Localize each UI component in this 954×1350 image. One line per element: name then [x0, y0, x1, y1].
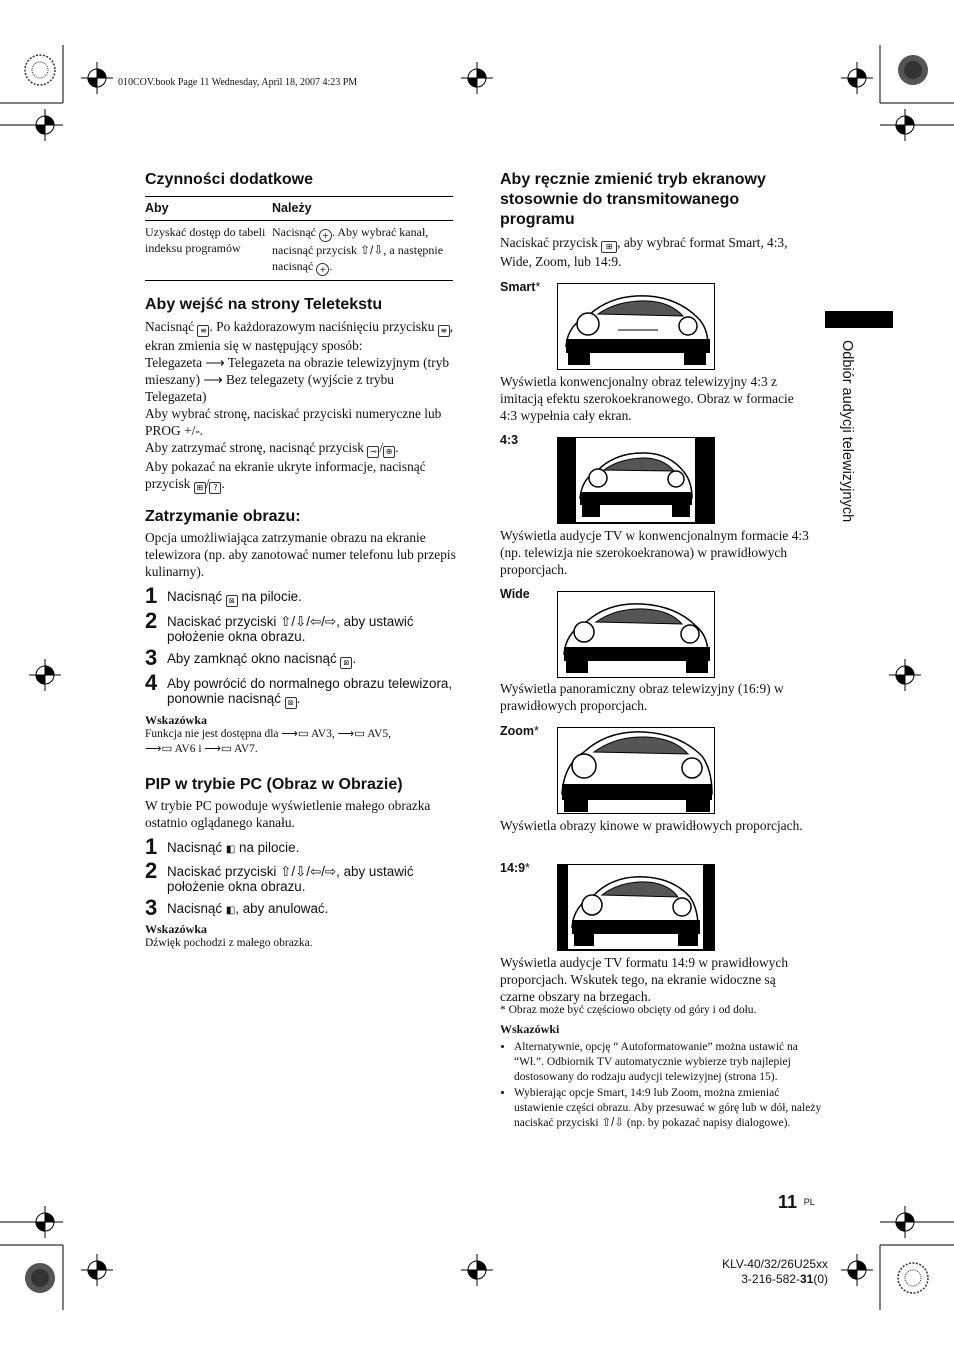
up-down-arrow-icon: ⇧/⇩: [359, 242, 384, 257]
teletext-button-icon: ≡: [197, 325, 209, 337]
freeze-steps: [145, 583, 457, 709]
pip-steps: [145, 834, 457, 920]
freeze-step-4: 4 Aby powrócić do normalnego obrazu telewizora, ponownie nacisnąć ⊠ .: [145, 670, 453, 707]
model-number: KLV-40/32/26U25xx: [722, 1257, 828, 1271]
14-9-mode-image: [557, 864, 715, 951]
up-down-arrow-icon: ⇧/⇩: [601, 1117, 624, 1129]
section-title-pip: PIP w trybie PC (Obraz w Obrazie): [145, 776, 403, 793]
car-illustration-icon: [558, 592, 713, 676]
mode-label-zoom: Zoom*: [500, 724, 539, 738]
wide-mode-button-icon: ⊞: [601, 241, 617, 253]
teletext-button-icon: ≡: [438, 325, 450, 337]
pip-tip-text: Dźwięk pochodzi z małego obrazka.: [145, 937, 313, 949]
teletext-para-1: Nacisnąć ≡ . Po każdorazowym naciśnięciu przycisku ≡ , ekran zmienia się w następujący sposób:: [145, 319, 454, 353]
pip-step-2: 2 Naciskać przyciski ⇧/⇩/⇦/⇨, aby ustawić położenie okna obrazu.: [145, 858, 414, 894]
mode-desc-smart: Wyświetla konwencjonalny obraz telewizyjny 4:3 z imitacją efektu szerokoekranowego. Obraz w formacie 4:3 wypełnia cały ekran.: [500, 374, 794, 423]
pip-button-icon: ◧: [225, 844, 236, 855]
screen-mode-intro: Naciskać przycisk ⊞ , aby wybrać format Smart, 4:3, Wide, Zoom, lub 14:9.: [500, 235, 788, 269]
car-illustration-icon: [558, 284, 713, 368]
part-code: 3-216-582-31(0): [741, 1272, 828, 1286]
pip-step-3: 3 Nacisnąć ◧, aby anulować.: [145, 895, 329, 920]
hold-button-icon: ⊕: [383, 446, 395, 458]
freeze-button-icon: ⊠: [340, 657, 352, 669]
section-title-teletext: Aby wejść na strony Teletekstu: [145, 296, 383, 313]
freeze-tip-title: Wskazówka: [145, 713, 208, 727]
teletext-para-3: Aby wybrać stronę, naciskać przyciski numeryczne lub PROG +/-.: [145, 406, 442, 438]
car-illustration-icon: [558, 728, 713, 812]
freeze-step-3: 3 Aby zamknąć okno nacisnąć ⊠ .: [145, 645, 357, 670]
mode-label-smart: Smart*: [500, 280, 541, 294]
section-title-freeze: Zatrzymanie obrazu:: [145, 508, 301, 525]
section-title-screen-mode: Aby ręcznie zmienić tryb ekranowy stosownie do transmitowanego programu: [500, 171, 766, 228]
ok-button-icon: +: [316, 263, 329, 276]
mode-label-wide: Wide: [500, 587, 530, 601]
mode-desc-4-3: Wyświetla audycje TV w konwencjonalnym formacie 4:3 (np. telewizja nie szerokoekranowa) w prawidłowych proporcjach.: [500, 528, 809, 577]
pip-tip-title: Wskazówka: [145, 922, 208, 936]
mode-label-14-9: 14:9*: [500, 861, 530, 875]
teletext-para-5: Aby pokazać na ekranie ukryte informacje, nacisnąć przycisk ⊞ / ? .: [145, 459, 426, 492]
4-3-mode-image: [557, 437, 715, 524]
pip-button-icon: ◧: [225, 905, 236, 916]
book-header-line: 010COV.book Page 11 Wednesday, April 18, 2007 4:23 PM: [118, 77, 358, 88]
hold-button-icon: ⊸: [367, 446, 379, 458]
mode-desc-wide: Wyświetla panoramiczny obraz telewizyjny (16:9) w prawidłowych proporcjach.: [500, 681, 784, 713]
teletext-para-2: Telegazeta ⟶ Telegazeta na obrazie telewizyjnym (tryb mieszany) ⟶ Bez telegazety (wyjście z trybu Telegazeta): [145, 355, 450, 404]
smart-mode-image: [557, 283, 715, 370]
right-column-header: [500, 170, 810, 270]
pip-intro: W trybie PC powoduje wyświetlenie małego obrazka ostatnio oglądanego kanału.: [145, 798, 431, 830]
tips-title: Wskazówki: [500, 1022, 560, 1036]
direction-arrows-icon: ⇧/⇩/⇦/⇨: [280, 864, 337, 879]
list-item: • Wybierając opcje Smart, 14:9 lub Zoom, można zmieniać ustawienie części obrazu. Aby przesuwać w górę lub w dół, należy naciskać przyciski ⇧/⇩ (np. by pokazać napisy dialogowe).: [514, 1086, 828, 1131]
car-illustration-icon: [558, 865, 713, 949]
footnote-crop: * Obraz może być częściowo obcięty od góry i od dołu.: [500, 1004, 757, 1016]
freeze-tip-text: Funkcja nie jest dostępna dla ⟶▭ AV3, ⟶▭ AV5, ⟶▭ AV6 i ⟶▭ AV7.: [145, 728, 391, 755]
side-section-title: Odbiór audycji telewizyjnych: [839, 340, 855, 523]
table-header-nalezy: Należy: [272, 197, 453, 221]
input-icon: ⟶▭: [204, 743, 232, 755]
freeze-step-1: 1 Nacisnąć ⊠ na pilocie.: [145, 583, 302, 608]
mode-label-4-3: 4:3: [500, 433, 519, 447]
left-column: [145, 170, 457, 951]
tips-list: [494, 1040, 828, 1132]
arrow-icon: ⟶: [205, 355, 225, 370]
pip-step-1: 1 Nacisnąć ◧ na pilocie.: [145, 834, 300, 859]
input-icon: ⟶▭: [145, 743, 173, 755]
car-illustration-icon: [558, 438, 713, 522]
table-cell-action: Uzyskać dostęp do tabeli indeksu programów: [145, 224, 266, 255]
zoom-mode-image: [557, 727, 715, 814]
section-title-extra-functions: Czynności dodatkowe: [145, 171, 314, 188]
reveal-button-icon: ?: [209, 482, 221, 494]
table-cell-instruction: Nacisnąć + . Aby wybrać kanał, nacisnąć przycisk ⇧/⇩, a następnie nacisnąć + .: [272, 224, 444, 274]
freeze-button-icon: ⊠: [285, 697, 297, 709]
wide-mode-image: [557, 591, 715, 678]
teletext-para-4: Aby zatrzymać stronę, nacisnąć przycisk ⊸ / ⊕ .: [145, 440, 399, 456]
mode-desc-14-9: Wyświetla audycje TV formatu 14:9 w prawidłowych proporcjach. Wskutek tego, na ekranie widoczne są czarne obszary na brzegach.: [500, 955, 789, 1004]
ok-button-icon: +: [319, 229, 332, 242]
freeze-button-icon: ⊠: [226, 595, 238, 607]
input-icon: ⟶▭: [337, 728, 365, 740]
reveal-button-icon: ⊞: [194, 482, 206, 494]
mode-desc-zoom: Wyświetla obrazy kinowe w prawidłowych proporcjach.: [500, 818, 803, 833]
section-tab-marker: [825, 311, 893, 328]
table-header-aby: Aby: [145, 197, 272, 221]
input-icon: ⟶▭: [281, 728, 309, 740]
functions-table: [145, 196, 453, 281]
direction-arrows-icon: ⇧/⇩/⇦/⇨: [280, 614, 337, 629]
page-number: 11 $^{PL}$: [778, 1192, 815, 1212]
freeze-step-2: 2 Naciskać przyciski ⇧/⇩/⇦/⇨, aby ustawić położenie okna obrazu.: [145, 608, 414, 644]
freeze-intro: Opcja umożliwiająca zatrzymanie obrazu na ekranie telewizora (np. aby zanotować numer telefonu lub przepis kulinarny).: [145, 530, 456, 579]
arrow-icon: ⟶: [203, 372, 223, 387]
list-item: • Alternatywnie, opcję “ Autoformatowanie” można ustawić na “Wł.”. Odbiornik TV automatycznie wybierze tryb najlepiej dostosowany do rodzaju audycji telewizyjnej (strona 15).: [514, 1040, 828, 1085]
